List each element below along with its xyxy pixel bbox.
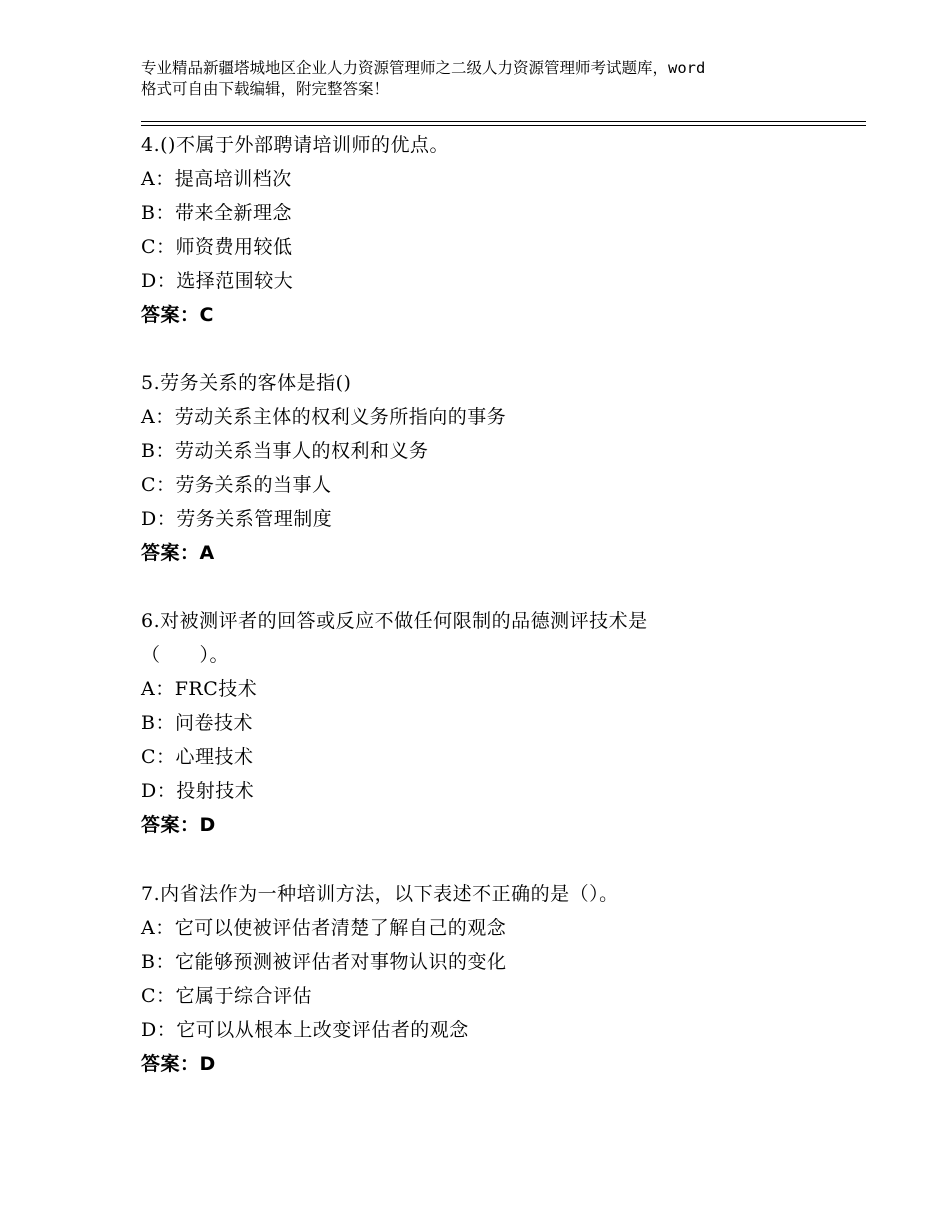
header-divider-top [141, 121, 866, 122]
option-b: B：劳动关系当事人的权利和义务 [141, 440, 429, 462]
option-b: B：问卷技术 [141, 712, 253, 734]
question-stem: 7.内省法作为一种培训方法，以下表述不正确的是（）。 [141, 883, 619, 905]
option-a: A：它可以使被评估者清楚了解自己的观念 [141, 917, 507, 939]
option-d: D：它可以从根本上改变评估者的观念 [141, 1019, 469, 1041]
question-stem: 4.()不属于外部聘请培训师的优点。 [141, 134, 449, 156]
question-stem-continuation: （ ）。 [141, 644, 230, 666]
document-header [141, 58, 841, 100]
question-7 [141, 877, 861, 1081]
question-5 [141, 366, 861, 570]
option-c: C：它属于综合评估 [141, 985, 313, 1007]
question-4 [141, 128, 861, 332]
header-divider-bottom [141, 125, 866, 126]
option-d: D：劳务关系管理制度 [141, 508, 333, 530]
question-6 [141, 604, 861, 842]
header-line-1: 专业精品新疆塔城地区企业人力资源管理师之二级人力资源管理师考试题库，word [141, 59, 706, 77]
option-c: C：劳务关系的当事人 [141, 474, 332, 496]
option-d: D：选择范围较大 [141, 270, 294, 292]
answer-label: 答案：A [141, 542, 215, 564]
option-b: B：带来全新理念 [141, 202, 292, 224]
option-d: D：投射技术 [141, 780, 255, 802]
option-c: C：师资费用较低 [141, 236, 293, 258]
option-a: A：劳动关系主体的权利义务所指向的事务 [141, 406, 507, 428]
header-line-2: 格式可自由下载编辑，附完整答案！ [141, 80, 390, 98]
option-a: A：提高培训档次 [141, 168, 292, 190]
question-stem: 5.劳务关系的客体是指() [141, 372, 352, 394]
answer-label: 答案：D [141, 814, 216, 836]
question-stem: 6.对被测评者的回答或反应不做任何限制的品德测评技术是 [141, 610, 648, 632]
option-a: A：FRC技术 [141, 678, 258, 700]
answer-label: 答案：D [141, 1053, 216, 1075]
option-b: B：它能够预测被评估者对事物认识的变化 [141, 951, 507, 973]
answer-label: 答案：C [141, 304, 214, 326]
option-c: C：心理技术 [141, 746, 254, 768]
